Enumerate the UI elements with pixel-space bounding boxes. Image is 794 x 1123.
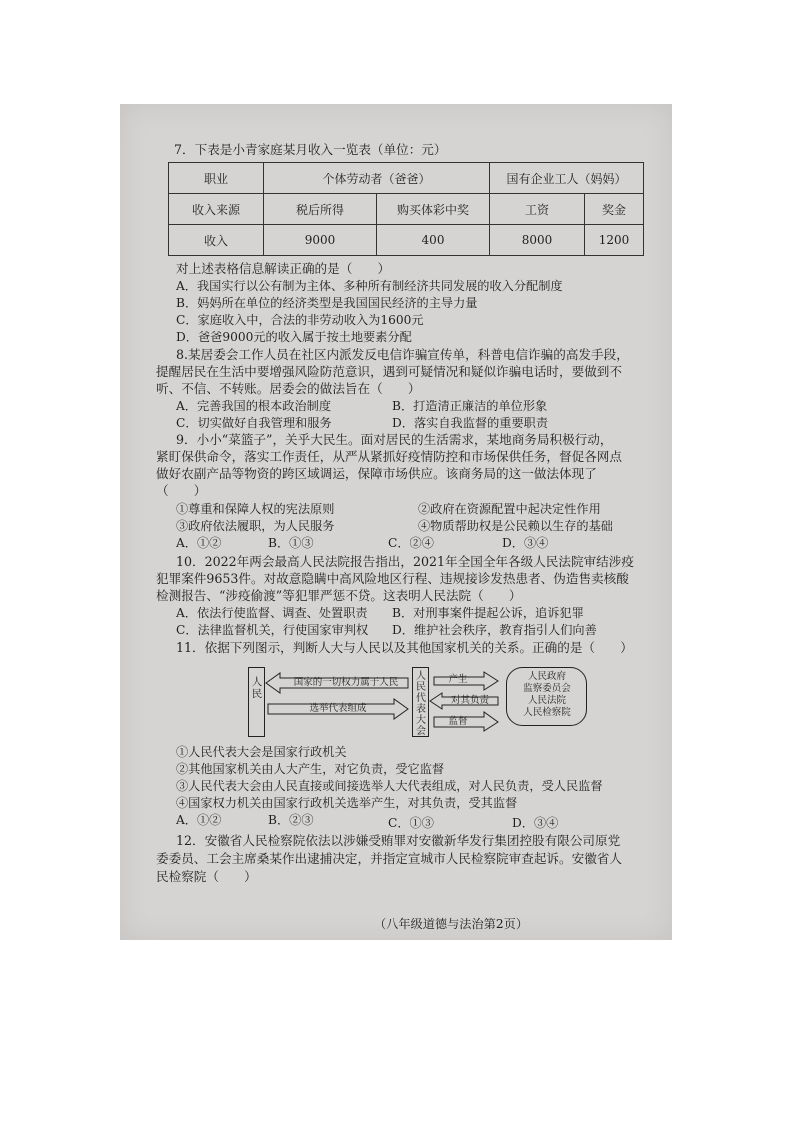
q12-line: 12．安徽省人民检察院依法以涉嫌受贿罪对安徽新华发行集团控股有限公司原党	[176, 833, 621, 848]
arrow-label-produce: 产生	[448, 674, 468, 685]
q9-line: 9．小小“菜篮子”，关乎大民生。面对居民的生活需求，某地商务局积极行动，	[176, 432, 613, 447]
q9-line: 紧盯保供命令，落实工作责任，从严从紧抓好疫情防控和市场保供任务，督促各网点	[156, 449, 622, 464]
q10-option-d: D．维护社会秩序，教育指引人们向善	[392, 623, 597, 637]
q11-option-a: A．①②	[176, 813, 222, 827]
q9-option-d: D．③④	[502, 536, 549, 550]
q8-option-a: A．完善我国的根本政治制度	[176, 399, 332, 413]
q8-option-c: C．切实做好自我管理和服务	[176, 416, 332, 430]
organ-label: 人民政府	[527, 671, 566, 682]
q7-stem: 7．下表是小青家庭某月收入一览表（单位：元）	[174, 142, 447, 157]
q8-line: 提醒居民在生活中要增强风险防范意识，遇到可疑情况和疑似诈骗电话时，要做到不	[156, 364, 622, 379]
organ-label: 人民法院	[527, 695, 566, 706]
arrow-label-elect: 选举代表组成	[309, 703, 367, 714]
q9-item: ④物质帮助权是公民赖以生存的基础	[418, 519, 613, 533]
q9-line: （ ）	[156, 483, 207, 498]
q11-option-d: D．③④	[512, 816, 559, 830]
table-cell: 奖金	[585, 194, 644, 225]
organ-label: 人民检察院	[523, 707, 571, 718]
q10-option-c: C．法律监督机关，行使国家审判权	[176, 623, 369, 637]
q10-line: 10．2022年两会最高人民法院报告指出，2021年全国全年各级人民法院审结涉疫	[176, 554, 634, 569]
q11-item: ③人民代表大会由人民直接或间接选举人大代表组成，对人民负责，受人民监督	[176, 779, 603, 793]
q9-option-b: B．①③	[268, 536, 314, 550]
table-cell: 400	[377, 225, 490, 256]
arrow-label-responsible: 对其负责	[450, 695, 489, 706]
exam-page	[120, 104, 672, 940]
arrow-label-power: 国家的一切权力属于人民	[293, 677, 399, 688]
table-cell: 收入	[169, 225, 264, 256]
q10-option-a: A．依法行使监督、调查、处置职责	[176, 606, 368, 620]
q11-stem: 11．依据下列图示，判断人大与人民以及其他国家机关的关系。正确的是（ ）	[176, 640, 633, 655]
income-table	[168, 162, 644, 256]
q8-option-b: B．打造清正廉洁的单位形象	[392, 399, 548, 413]
q12-line: 民检察院（ ）	[156, 869, 257, 884]
q9-option-a: A．①②	[176, 536, 222, 550]
q9-option-c: C．②④	[388, 536, 434, 550]
q7-option-b: B．妈妈所在单位的经济类型是我国国民经济的主导力量	[176, 296, 478, 310]
q7-option-a: A．我国实行以公有制为主体、多种所有制经济共同发展的收入分配制度	[176, 279, 563, 293]
table-cell: 9000	[264, 225, 377, 256]
q9-item: ②政府在资源配置中起决定性作用	[418, 502, 601, 516]
table-cell: 工资	[490, 194, 585, 225]
state-organs-box	[510, 671, 584, 719]
q8-option-d: D．落实自我监督的重要职责	[392, 416, 549, 430]
npc-box: 人民代表大会	[416, 671, 426, 737]
q9-item: ③政府依法履职，为人民服务	[176, 519, 335, 533]
arrow-label-supervise: 监督	[448, 716, 468, 727]
q11-item: ②其他国家机关由人大产生，对它负责，受它监督	[176, 762, 445, 776]
q7-option-d: D．爸爸9000元的收入属于按土地要素分配	[176, 330, 412, 344]
q8-line: 8.某居委会工作人员在社区内派发反电信诈骗宣传单，科普电信诈骗的高发手段，	[176, 347, 629, 362]
table-header-mother: 国有企业工人（妈妈）	[490, 163, 644, 194]
page-footer: （八年级道德与法治第2页）	[374, 917, 529, 931]
q8-line: 听、不信、不转账。居委会的做法旨在（ ）	[156, 381, 421, 396]
people-box: 人民	[251, 676, 263, 700]
table-header-occupation: 职业	[169, 163, 264, 194]
q10-option-b: B．对刑事案件提起公诉，追诉犯罪	[392, 606, 584, 620]
table-cell: 1200	[585, 225, 644, 256]
table-cell: 税后所得	[264, 194, 377, 225]
q11-option-c: C．①③	[388, 816, 434, 830]
q9-item: ①尊重和保障人权的宪法原则	[176, 502, 335, 516]
q10-line: 犯罪案件9653件。对故意隐瞒中高风险地区行程、违规接诊发热患者、伪造售卖核酸	[156, 571, 629, 586]
q9-line: 做好农副产品等物资的跨区域调运，保障市场供应。该商务局的这一做法体现了	[156, 466, 597, 481]
npc-relationship-diagram	[248, 667, 588, 737]
table-cell: 购买体彩中奖	[377, 194, 490, 225]
q11-item: ④国家权力机关由国家行政机关选举产生，对其负责，受其监督	[176, 796, 518, 810]
table-cell: 8000	[490, 225, 585, 256]
organ-label: 监察委员会	[523, 683, 571, 694]
q7-question: 对上述表格信息解读正确的是（ ）	[176, 261, 391, 276]
q10-line: 检测报告、“涉疫偷渡”等犯罪严惩不贷。这表明人民法院（ ）	[156, 588, 522, 603]
q12-line: 委委员、工会主席桑某作出逮捕决定，并指定宣城市人民检察院审查起诉。安徽省人	[156, 851, 622, 866]
q11-item: ①人民代表大会是国家行政机关	[176, 745, 347, 759]
q11-option-b: B．②③	[268, 813, 314, 827]
table-header-father: 个体劳动者（爸爸）	[264, 163, 490, 194]
q7-option-c: C．家庭收入中，合法的非劳动收入为1600元	[176, 313, 424, 327]
table-cell: 收入来源	[169, 194, 264, 225]
